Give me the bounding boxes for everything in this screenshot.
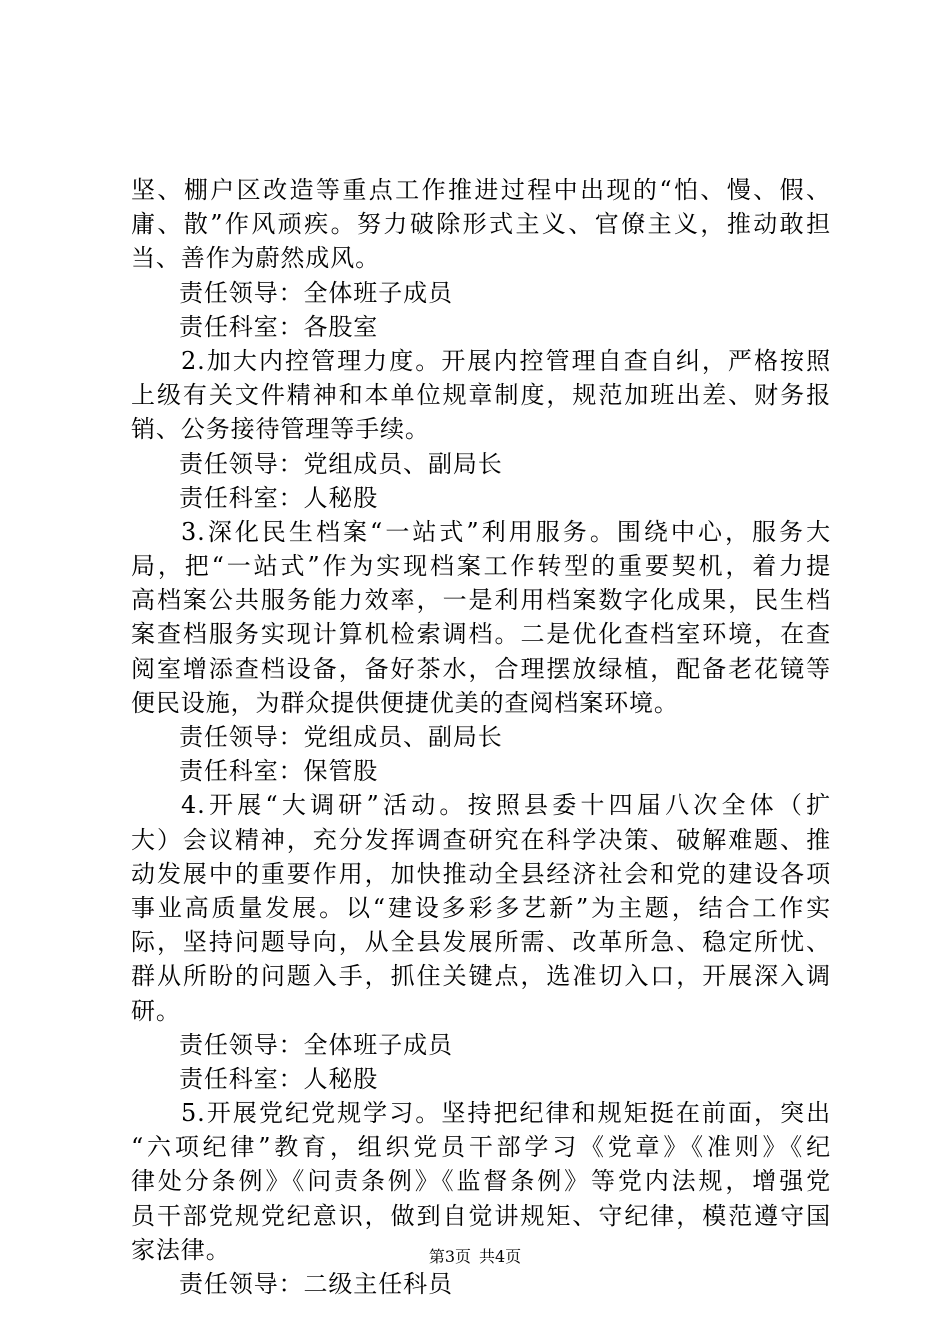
text-line: 律处分条例》《问责条例》《监督条例》等党内法规，增强党: [131, 1167, 831, 1196]
text-line: 销、公务接待管理等手续。: [131, 415, 430, 444]
item-heading-5: 5.开展党纪党规学习。坚持把纪律和规矩挺在前面，突出: [181, 1099, 831, 1128]
text-line: 当、善作为蔚然成风。: [131, 244, 380, 273]
text-line: 局，把“一站式”作为实现档案工作转型的重要契机，着力提: [131, 552, 831, 581]
responsible-leader-line: 责任领导：党组成员、副局长: [179, 449, 503, 478]
text-line: “六项纪律”教育，组织党员干部学习《党章》《准则》《纪: [131, 1133, 831, 1162]
responsible-leader-line: 责任领导：全体班子成员: [179, 278, 453, 307]
page-number: 第3页: [428, 1247, 471, 1266]
text-line: 群从所盼的问题入手，抓住关键点，选准切入口，开展深入调: [131, 962, 831, 991]
text-line: 研。: [131, 996, 181, 1025]
responsible-office-line: 责任科室：保管股: [179, 757, 379, 786]
text-line: 动发展中的重要作用，加快推动全县经济社会和党的建设各项: [131, 859, 831, 888]
text-line: 阅室增添查档设备，备好茶水，合理摆放绿植，配备老花镜等: [131, 654, 831, 683]
text-line: 便民设施，为群众提供便捷优美的查阅档案环境。: [131, 688, 679, 717]
responsible-leader-line: 责任领导：二级主任科员: [179, 1270, 453, 1298]
page-total: 共4页: [479, 1247, 522, 1266]
text-line: 坚、棚户区改造等重点工作推进过程中出现的“怕、慢、假、: [131, 176, 831, 204]
document-body: [131, 173, 831, 1301]
text-line: 事业高质量发展。以“建设多彩多艺新”为主题，结合工作实: [131, 893, 831, 922]
text-line: 案查档服务实现计算机检索调档。二是优化查档室环境，在查: [131, 620, 831, 649]
responsible-office-line: 责任科室：人秘股: [179, 1064, 379, 1093]
text-line: 上级有关文件精神和本单位规章制度，规范加班出差、财务报: [131, 381, 831, 410]
text-line: 高档案公共服务能力效率，一是利用档案数字化成果，民生档: [131, 586, 831, 615]
item-heading-4: 4.开展“大调研”活动。按照县委十四届八次全体（扩: [181, 791, 831, 820]
text-line: 庸、散”作风顽疾。努力破除形式主义、官僚主义，推动敢担: [131, 210, 831, 239]
item-heading-3: 3.深化民生档案“一站式”利用服务。围绕中心，服务大: [181, 517, 831, 546]
responsible-office-line: 责任科室：人秘股: [179, 483, 379, 512]
page-footer: [0, 1244, 950, 1267]
responsible-office-line: 责任科室：各股室: [179, 312, 379, 341]
text-line: 大）会议精神，充分发挥调查研究在科学决策、破解难题、推: [131, 825, 831, 854]
responsible-leader-line: 责任领导：党组成员、副局长: [179, 723, 503, 751]
responsible-leader-line: 责任领导：全体班子成员: [179, 1030, 453, 1059]
text-line: 员干部党规党纪意识，做到自觉讲规矩、守纪律，模范遵守国: [131, 1201, 831, 1230]
item-heading-2: 2.加大内控管理力度。开展内控管理自查自纠，严格按照: [181, 346, 831, 375]
text-line: 家法律。: [131, 1235, 231, 1264]
text-line: 际，坚持问题导向，从全县发展所需、改革所急、稳定所忧、: [131, 928, 831, 957]
